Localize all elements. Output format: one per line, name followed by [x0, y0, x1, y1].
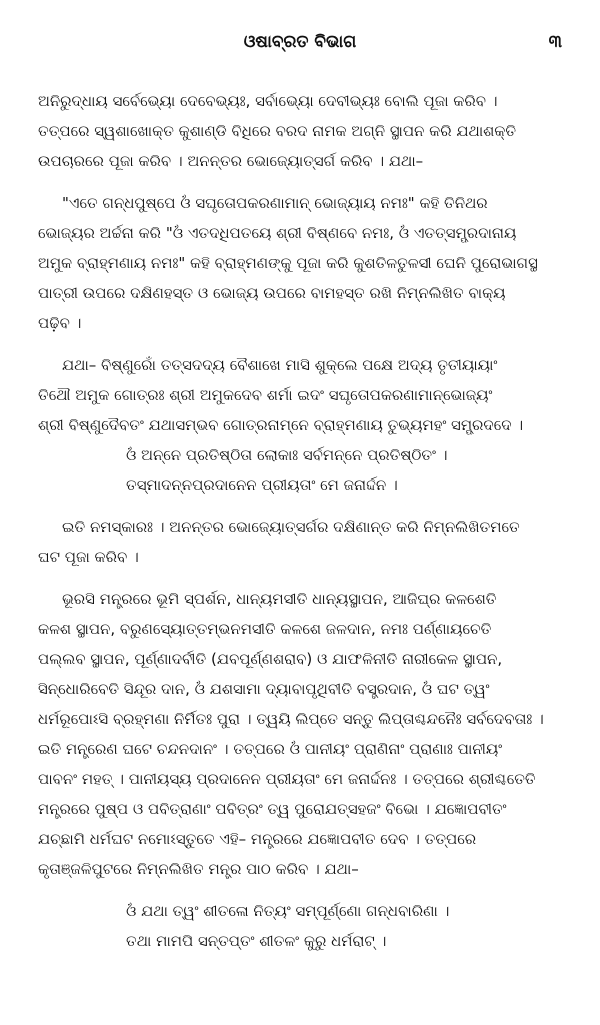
text-line: ଅନିରୁଦ୍ଧାୟ ସର୍ବେଭ୍ୟୋ ଦେବେଭ୍ୟଃ, ସର୍ବାଭ୍ୟୋ ଦେବୀଭ୍ୟଃ ବୋଲି ପୂଜା କରିବ ।: [38, 92, 498, 110]
verse-line: ଓଁ ଯଥା ତ୍ୱଂ ଶୀତଳୋ ନିତ୍ୟଂ ସମ୍ପୂର୍ଣ୍ଣୋ ଗନ୍ଧବାରିଣା ।: [126, 902, 450, 920]
text-line: ପଲ୍ଲବ ସ୍ଥାପନ, ପୂର୍ଣ୍ଣାଦର୍ବୀତି (ଯବପୂର୍ଣ୍ଣଶରାବ) ଓ ଯାଫଳିନୀତି ନାରୀକେଳ ସ୍ଥାପନ,: [38, 650, 503, 668]
text-line: ପାତ୍ରୀ ଉପରେ ଦକ୍ଷିଣହସ୍ତ ଓ ଭୋଜ୍ୟ ଉପରେ ବାମହସ୍ତ ରଖି ନିମ୍ନଲିଖିତ ବାକ୍ୟ: [38, 284, 506, 302]
text-line: ଇତି ନମସ୍କାରଃ । ଅନନ୍ତର ଭୋଜ୍ୟୋତ୍ସର୍ଗର ଦକ୍ଷିଣାନ୍ତ କରି ନିମ୍ନଲିଖିତମତେ: [62, 518, 520, 536]
text-line: ଧର୍ମରୂପୋଽସି ବ୍ରହ୍ମଣା ନିର୍ମିତଃ ପୁରା । ତ୍ୱୟି ଲିପ୍ତେ ସନ୍ତୁ ଲିପ୍ତାଶ୍ଚନ୍ଦନୈଃ ସର୍ବଦେବତାଃ ।: [38, 710, 544, 728]
paragraph-gap: [38, 572, 568, 584]
verse-line: ତଥା ମାମପି ସନ୍ତପ୍ତଂ ଶୀତଳଂ କୁରୁ ଧର୍ମରାଟ୍ ।: [126, 932, 387, 950]
text-line: କୃତାଞ୍ଜଳିପୁଟରେ ନିମ୍ନଲିଖିତ ମନ୍ତ୍ର ପାଠ କରିବ । ଯଥା–: [38, 860, 359, 878]
text-line: "ଏତେ ଗନ୍ଧପୁଷ୍ପେ ଓଁ ସଘୃତୋପକରଣାମାନ୍ ଭୋଜ୍ୟାୟ ନମଃ" କହି ତିନିଥର: [62, 194, 488, 212]
paragraph-gap: [38, 884, 568, 896]
text-line: ପାବନଂ ମହତ୍ । ପାନୀୟସ୍ୟ ପ୍ରଦାନେନ ପ୍ରୀୟତାଂ ମେ ଜନାର୍ଦ୍ଦନଃ । ତତ୍ପରେ ଶ୍ରୀଶ୍ଚତେତି: [38, 770, 536, 788]
text-line: ଘଟ ପୂଜା କରିବ ।: [38, 548, 139, 566]
text-line: ତତ୍ପରେ ସ୍ୱଶାଖୋକ୍ତ କୁଶାଣ୍ଡି ବିଧିରେ ବରଦ ନାମକ ଅଗ୍ନି ସ୍ଥାପନ କରି ଯଥାଶକ୍ତି: [38, 122, 517, 140]
text-line: ଉପଚାରରେ ପୂଜା କରିବ । ଅନନ୍ତର ଭୋଜ୍ୟୋତ୍ସର୍ଗ କରିବ । ଯଥା–: [38, 152, 424, 170]
paragraph-gap: [38, 338, 568, 350]
text-line: ଭୂରସି ମନ୍ତ୍ରରେ ଭୂମି ସ୍ପର୍ଶନ, ଧାନ୍ୟମସୀତି ଧାନ୍ୟସ୍ଥାପନ, ଆଜିଘ୍ର କଳଶେତି: [62, 590, 497, 608]
text-line: ଶ୍ରୀ ବିଷ୍ଣୁଦୈବତଂ ଯଥାସମ୍ଭବ ଗୋତ୍ରନାମ୍ନେ ବ୍ରାହ୍ମଣାୟ ତୁଭ୍ୟମହଂ ସମ୍ପ୍ରଦଦେ ।: [38, 416, 524, 434]
text-line: ଯଥା– ବିଷ୍ଣୁରୋଁ ତତ୍ସଦଦ୍ୟ ବୈଶାଖେ ମାସି ଶୁକ୍ଲେ ପକ୍ଷେ ଅଦ୍ୟ ତୃତୀୟାୟାଂ: [62, 356, 498, 374]
verse-line: ତସ୍ମାଦନ୍ନପ୍ରଦାନେନ ପ୍ରୀୟତାଂ ମେ ଜନାର୍ଦ୍ଦନ ।: [126, 476, 398, 494]
text-line: ଅମୁକ ବ୍ରାହ୍ମଣାୟ ନମଃ" କହି ବ୍ରାହ୍ମଣଙ୍କୁ ପୂଜା କରି କୁଶତିଳତୁଳସୀ ଘେନି ପୁରୋଭାଗସ୍ଥ: [38, 254, 538, 272]
text-line: ସିନ୍ଧୋରିବେତି ସିନ୍ଦୂର ଦାନ, ଓଁ ଯଶସାମା ଦ୍ୟାବାପୃଥିବୀତି ବସ୍ତ୍ରଦାନ, ଓଁ ଘଟ ତ୍ୱଂ: [38, 680, 490, 698]
text-line: ମନ୍ତ୍ରରେ ପୁଷ୍ପ ଓ ପବିତ୍ରାଣାଂ ପବିତ୍ରଂ ତ୍ୱ ପୁରୋଯତ୍ସହଜଂ ବିଭୋ । ଯଜ୍ଞୋପବୀତଂ: [38, 800, 507, 818]
verse-line: ଓଁ ଅନ୍ନେ ପ୍ରତିଷ୍ଠିତା ଲୋକାଃ ସର୍ବମନ୍ନେ ପ୍ରତିଷ୍ଠିତଂ ।: [126, 446, 448, 464]
paragraph-gap: [38, 500, 568, 512]
running-header: [0, 28, 600, 56]
body-text: [38, 86, 568, 956]
text-line: ପଢ଼ିବ ।: [38, 314, 82, 332]
paragraph-gap: [38, 176, 568, 188]
text-line: ତିଥୌ ଅମୁକ ଗୋତ୍ରଃ ଶ୍ରୀ ଅମୁକଦେବ ଶର୍ମା ଇଦଂ ସଘୃତୋପକରଣାମାନ୍ଭୋଜ୍ୟଂ: [38, 386, 493, 404]
text-line: ଭୋଜ୍ୟର ଅର୍ଚ୍ଚନା କରି "ଓଁ ଏତଦଧିପତୟେ ଶ୍ରୀ ବିଷ୍ଣବେ ନମଃ, ଓଁ ଏତତ୍ସମ୍ପ୍ରଦାନାୟ: [38, 224, 517, 242]
text-line: କଳଶ ସ୍ଥାପନ, ବରୁଣସ୍ୟୋତ୍ତମ୍ଭନମସୀତି କଳଶେ ଜଳଦାନ, ନମଃ ପର୍ଣ୍ଣାୟଚେତି: [38, 620, 492, 638]
text-line: ଯଚ୍ଛାମି ଧର୍ମଘଟ ନମୋଽସ୍ତୁତେ ଏହି– ମନ୍ତ୍ରରେ ଯଜ୍ଞୋପବୀତ ଦେବ । ତତ୍ପରେ: [38, 830, 477, 848]
text-line: ଇତି ମନ୍ତ୍ରେଣ ଘଟେ ଚନ୍ଦନଦାନଂ । ତତ୍ପରେ ଓଁ ପାନୀୟଂ ପ୍ରାଣିନାଂ ପ୍ରାଣାଃ ପାନୀୟଂ: [38, 740, 503, 758]
page-number: ୩: [548, 32, 562, 52]
page-title: ଓଷାବ୍ରତ ବିଭାଗ: [243, 32, 357, 52]
